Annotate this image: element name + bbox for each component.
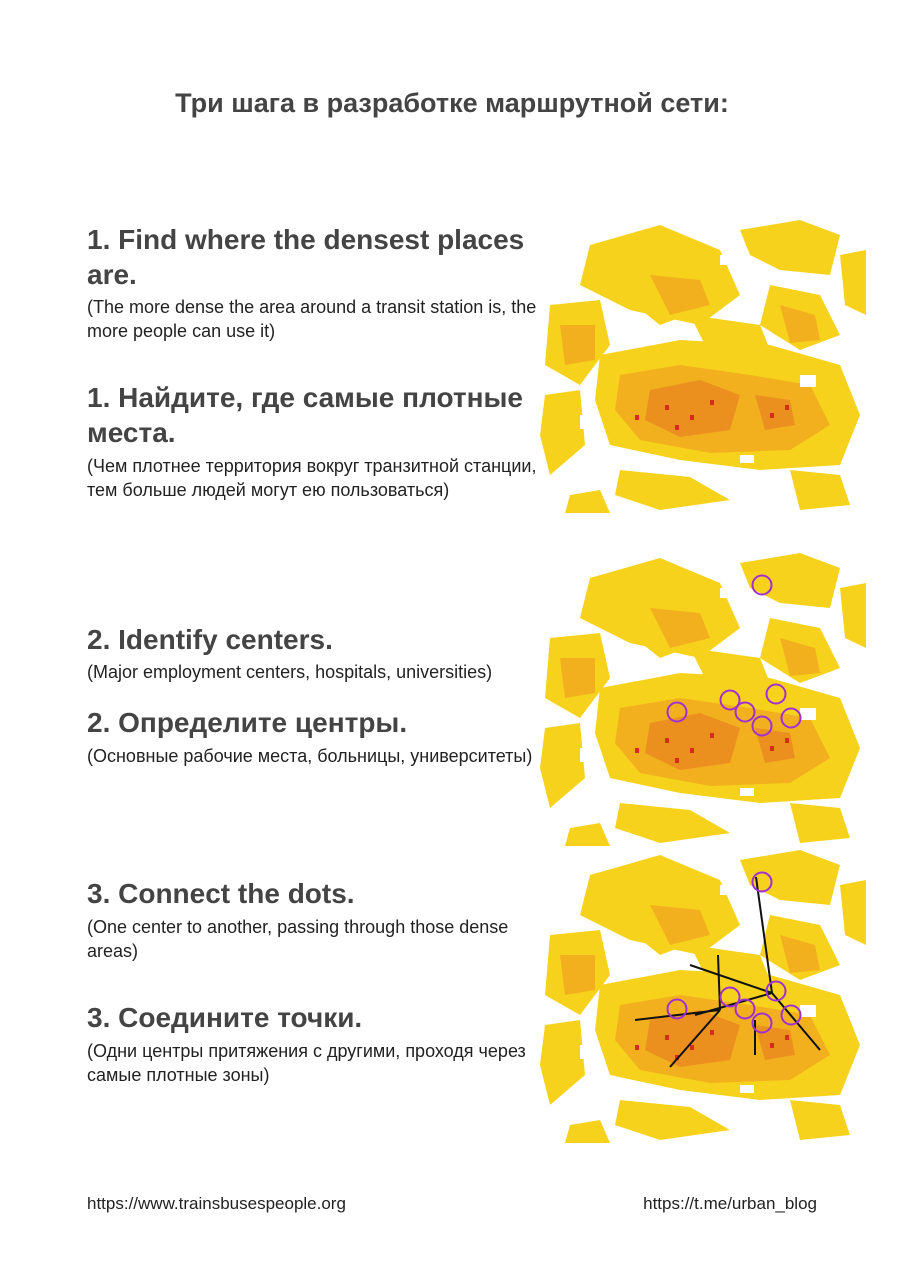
step1-heading-ru: 1. Найдите, где самые плотные места.	[87, 382, 523, 448]
step3-note-en: (One center to another, passing through those dense areas)	[87, 917, 509, 961]
step2-note-en: (Major employment centers, hospitals, universities)	[87, 662, 493, 682]
step3-heading-ru: 3. Соедините точки.	[87, 1002, 363, 1033]
step1-note-ru: (Чем плотнее территория вокруг транзитной станции, тем больше людей могут ею пользоваться)	[87, 456, 537, 500]
step3-heading-en: 3. Connect the dots.	[87, 878, 355, 909]
page-title: Три шага в разработке маршрутной сети:	[175, 88, 729, 118]
step1-heading-en: 1. Find where the densest places are.	[87, 224, 525, 290]
step3-note-ru: (Одни центры притяжения с другими, проходя через самые плотные зоны)	[87, 1041, 526, 1085]
telegram-link[interactable]: https://t.me/urban_blog	[643, 1194, 817, 1213]
step1-note-en: (The more dense the area around a transit station is, the more people can use it)	[87, 297, 537, 341]
density-map-with-routes	[540, 845, 866, 1145]
website-link[interactable]: https://www.trainsbusespeople.org	[87, 1194, 346, 1213]
step2-note-ru: (Основные рабочие места, больницы, университеты)	[87, 746, 533, 766]
step2-heading-en: 2. Identify centers.	[87, 624, 333, 655]
density-map	[540, 215, 866, 515]
step2-heading-ru: 2. Определите центры.	[87, 707, 408, 738]
density-map-with-centers	[540, 548, 866, 848]
